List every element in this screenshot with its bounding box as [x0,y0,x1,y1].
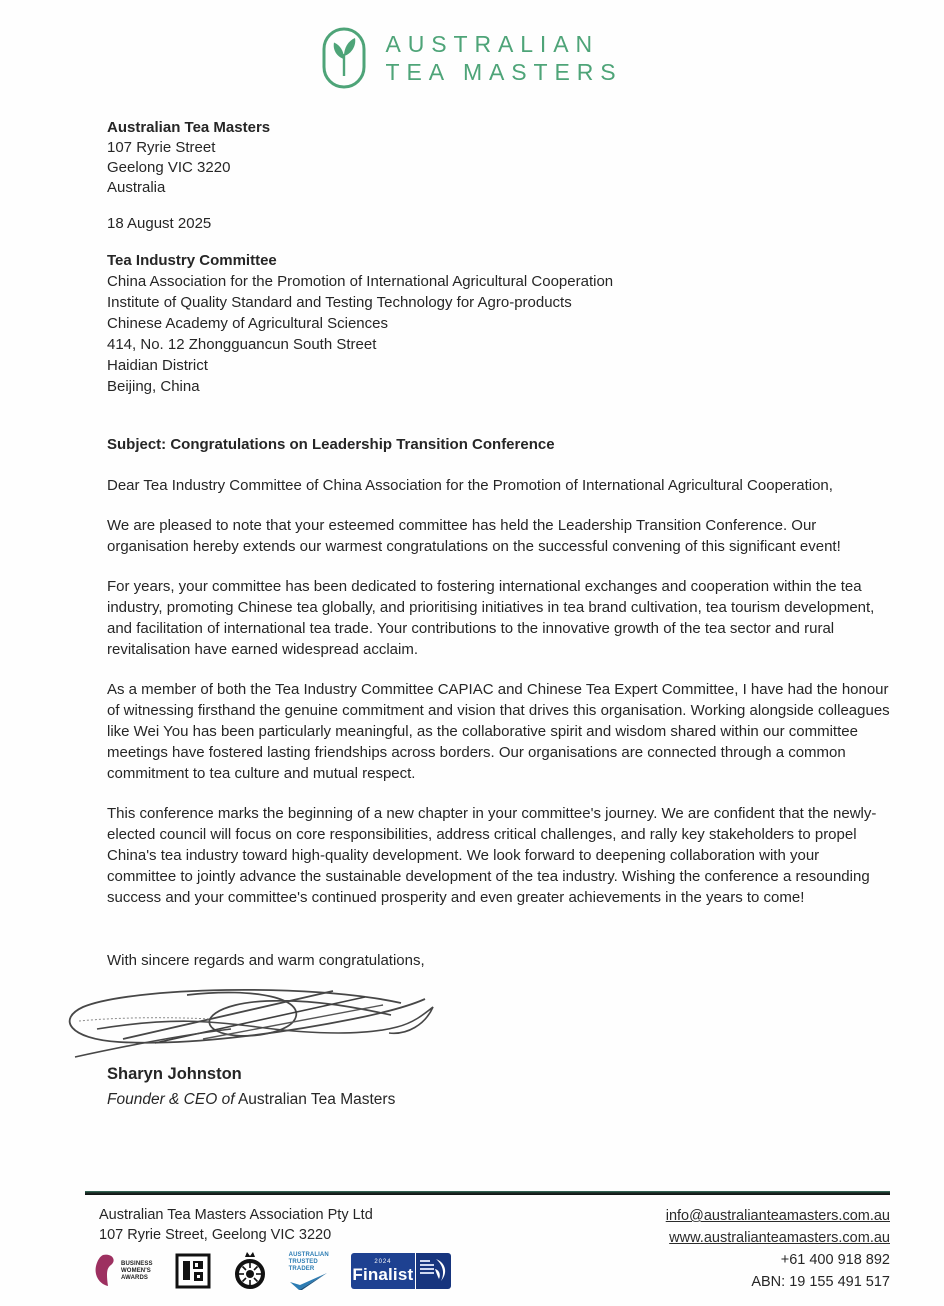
sender-name: Australian Tea Masters [107,119,271,136]
recipient-address-block [107,250,890,397]
finalist-sail-icon [433,1257,449,1283]
salutation: Dear Tea Industry Committee of China Association for the Promotion of International Agricultural Cooperation, [107,477,833,494]
telstra-t-icon [93,1254,117,1288]
finalist-label: Finalist [352,1264,414,1284]
footer-company-address: 107 Ryrie Street, Geelong VIC 3220 [99,1227,332,1243]
signatory-org: Australian Tea Masters [237,1091,396,1108]
recipient-line: Institute of Quality Standard and Testing Technology for Agro-products [107,294,572,311]
footer-badges [85,1251,451,1291]
signature-image [61,977,441,1061]
footer-company-block [85,1205,451,1293]
trusted-trader-check-icon [289,1273,329,1291]
footer-email-link[interactable]: info@australianteamasters.com.au [665,1208,890,1224]
letterhead-footer [0,1191,944,1293]
signatory-name: Sharyn Johnston [107,1065,242,1083]
stamp-badge-icon [175,1253,211,1289]
crest-emblem-icon [233,1251,267,1291]
finalist-year: 2024 [374,1258,392,1265]
recipient-line: 414, No. 12 Zhongguancun South Street [107,336,377,353]
signatory-role: Founder & CEO of [107,1091,235,1108]
footer-website-link[interactable]: www.australianteamasters.com.au [669,1230,890,1246]
footer-company-name: Australian Tea Masters Association Pty Ltd [99,1207,373,1223]
sender-address-block [107,118,890,198]
signatory-title [107,1089,890,1110]
telstra-business-womens-awards-logo: BUSINESS WOMEN'S AWARDS [93,1254,153,1288]
footer-contact-block [666,1205,890,1293]
brand-logo [0,0,944,86]
body-paragraph-3: As a member of both the Tea Industry Committee CAPIAC and Chinese Tea Expert Committee, I have had the honour of witnessing firsthand the genuine commitment and vision that drives this organisation. Working alongside colleagues like Wei You has been particularly meaningful, as the collaborative spirit and wisdom shared within our committee meetings have fostered lasting friendships across borders. Our organisations are connected through a common commitment to tea culture and mutual respect. [107,681,890,782]
closing-line: With sincere regards and warm congratulations, [107,952,425,969]
footer-abn: ABN: 19 155 491 517 [751,1274,890,1290]
footer-divider [85,1191,890,1195]
recipient-line: Haidian District [107,357,208,374]
body-paragraph-4: This conference marks the beginning of a new chapter in your committee's journey. We are confident that the newly-elected council will focus on core responsibilities, address critical challenges, and rally key stakeholders to propel China's tea industry toward high-quality development. We look forward to deepening collaboration with your committee to jointly advance the sustainable development of the tea industry. Wishing the conference a resounding success and your committee's continued prosperity and even greater achievements in the years to come! [107,805,877,906]
recipient-line: China Association for the Promotion of International Agricultural Cooperation [107,273,614,290]
footer-phone: +61 400 918 892 [780,1252,890,1268]
australian-trusted-trader-logo: AUSTRALIAN TRUSTED TRADER [289,1252,329,1291]
brand-name-line1: AUSTRALIAN [385,30,599,57]
recipient-line: Beijing, China [107,378,200,395]
subject-line: Subject: Congratulations on Leadership Transition Conference [107,436,555,453]
letter-date: 18 August 2025 [107,215,212,232]
recipient-name: Tea Industry Committee [107,252,277,269]
recipient-line: Chinese Academy of Agricultural Sciences [107,315,388,332]
body-paragraph-2: For years, your committee has been dedicated to fostering international exchanges and cooperation within the tea industry, promoting Chinese tea globally, and prioritising initiatives in tea brand cultivation, tea tourism development, and facilitation of international tea trade. Your contributions to the innovative growth of the tea sector and rural revitalisation have earned widespread acclaim. [107,578,875,658]
brand-name-line2: TEA MASTERS [385,59,623,85]
brand-wordmark [386,30,623,86]
sender-street: 107 Ryrie Street [107,139,216,156]
finalist-small-text [420,1260,434,1276]
body-paragraph-1: We are pleased to note that your esteemed committee has held the Leadership Transition Conference. Our organisation hereby extends our warmest congratulations on the successful convening of this significant event! [107,517,841,555]
finalist-2024-badge [351,1253,451,1289]
tea-sprout-icon [322,27,366,89]
sender-city: Geelong VIC 3220 [107,159,231,176]
sender-country: Australia [107,179,166,196]
